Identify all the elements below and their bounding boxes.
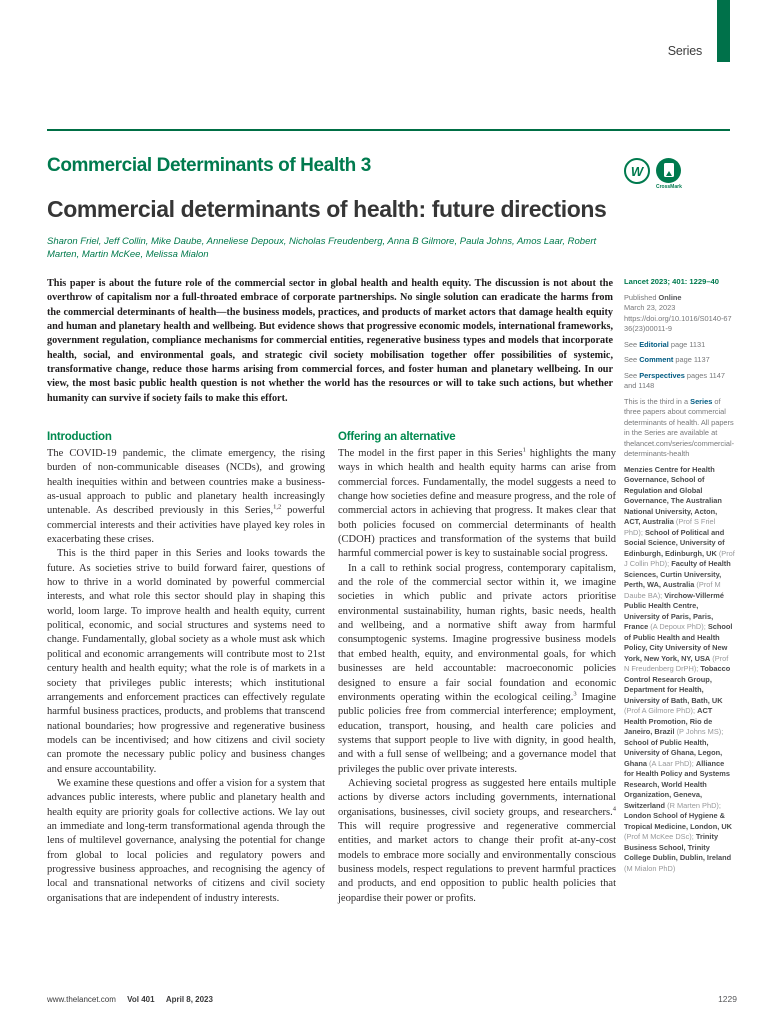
series-note-link[interactable]: Series xyxy=(690,396,713,406)
see-prefix: See xyxy=(624,355,640,364)
footer-date: April 8, 2023 xyxy=(165,995,213,1004)
series-corner-bar xyxy=(717,0,730,62)
abstract-summary: This paper is about the future role of the commercial sector in global health and health equity. The discussion is not about the overthrow of capitalism nor a full-throated embrace of corporate partnerships. No single solution can eradicate the harms from the commercial determinants of health—the business models, practices, and products of market actors that damage health equity and human and planetary health and wellbeing. But evidence shows that progressive economic models, international frameworks, government regulation, compliance mechanisms for commercial entities, regenerative business types and models that incorporate health, social, and environmental goals, and strategic civil society mobilisation together offer possibilities of systemic, transformative change, reduce those harms arising from commercial forces, and foster human and planetary wellbeing. In our view, the most basic public health question is not whether the world has the resources or will to take such actions, but whether humanity can survive if society fails to make this effort. xyxy=(47,278,613,404)
see-suffix: page 1131 xyxy=(668,339,706,349)
affiliation-institution: London School of Hygiene & Tropical Medicine, London, UK xyxy=(624,811,732,831)
series-note-pre: This is the third in a xyxy=(624,396,691,406)
footer-volume: Vol 401 xyxy=(127,995,155,1004)
see-suffix: pages 1147 and 1148 xyxy=(624,370,725,390)
column-right xyxy=(338,431,616,906)
author-list: Sharon Friel, Jeff Collin, Mike Daube, Anneliese Depoux, Nicholas Freudenberg, Anna B Gilmore, Paula Johns, Amos Laar, Robert Marten, Martin McKee, Melissa Mialon xyxy=(47,236,597,260)
affiliation-person: (Prof M McKee DSc); xyxy=(624,832,696,841)
see-link-comment[interactable]: Comment xyxy=(639,355,674,364)
see-prefix: See xyxy=(624,339,640,349)
affiliation-institution: Virchow-Villermé Public Health Centre, University of Paris, Paris, France xyxy=(624,590,724,631)
paragraph: This is the third paper in this Series and looks towards the future. As societies strive to build forward fairer, questions of how to thrive in a world dominated by powerful commercial interests, and what role this sector should play in shaping this world, loom large. To improve health and health equity, current political, economic, and social structures and systems need to change. Fundamentally, global society as a whole must ask which political and economic arrangements will contribute most to 21st century health and health equity; what the role is of markets in a society that privileges public interests; which institutional arrangements and enforcement practices can effectively regulate harmful business practices, products, and problems that transcend national boundaries; how progressive and regenerative business models can be incentivised; and how citizens and civil society can promote the necessary public policy and business changes and ensure accountability. xyxy=(47,548,325,775)
paragraph: In a call to rethink social progress, contemporary capitalism, and the role of the commercial sector within it, we imagine societies in which public and private actors prioritise environmental sustainability, human rights, basic needs, health and wellbeing, and a normative shift away from harmful consumptogenic systems. Imagine progressive business models that embed health, equity, and environmental goals, for which businesses are held accountable: macroeconomic policies designed to ensure a fair social foundation and economic environments operating within the ecological ceiling.$^3$ Imagine public policies free from commercial interference; employment, education, transport, housing, and health care policies and systems that support people to live with dignity, in good health, and with a full sense of wellbeing; and a governance model that privileges the public over private interests. xyxy=(338,562,616,775)
article-title: Commercial determinants of health: future directions xyxy=(47,196,607,222)
affiliation-person: (Prof J Collin PhD); xyxy=(624,548,735,568)
open-access-w-icon[interactable]: W xyxy=(624,158,650,184)
affiliation-institution: ACT Health Promotion, Rio de Janeiro, Brazil xyxy=(624,706,713,736)
doi-link[interactable]: https://doi.org/10.1016/S0140-6736(23)00011-9 xyxy=(624,313,732,333)
section-heading-introduction: Introduction xyxy=(47,431,112,443)
see-link-line xyxy=(624,371,735,392)
affiliation-institution: Tobacco Control Research Group, Department for Health, University of Bath, Bath, UK xyxy=(624,664,731,705)
affiliation-person: (R Marten PhD); xyxy=(665,800,721,810)
article-header xyxy=(47,151,730,267)
series-note xyxy=(624,397,735,460)
see-link-editorial[interactable]: Editorial xyxy=(639,339,669,349)
series-title: Commercial Determinants of Health 3 xyxy=(47,155,371,176)
paragraph: The COVID-19 pandemic, the climate emergency, the rising burden of non-communicable diseases (NCDs), and growing health inequities within and between countries make a business-as-usual approach to public and planetary health increasingly untenable. As described previously in this Series,$^{1,2}$ powerful commercial interests and their activities have played key roles in exacerbating these crises. xyxy=(47,448,325,546)
affiliation-person: (A Laar PhD); xyxy=(647,758,696,768)
series-banner-label: Series xyxy=(667,44,702,58)
affiliation-institution: School of Public Health, University of Ghana, Legon, Ghana xyxy=(624,737,723,768)
header-rule xyxy=(47,129,730,131)
footer-site-url: www.thelancet.com xyxy=(47,995,116,1004)
affiliation-institution: School of Political and Social Science, University of Edinburgh, Edinburgh, UK xyxy=(624,527,725,558)
see-suffix: page 1137 xyxy=(673,355,710,364)
affiliation-institution: Alliance for Health Policy and Systems Research, World Health Organization, Geneva, Switzerland xyxy=(624,758,730,810)
publication-info xyxy=(624,293,735,335)
affiliation-person: (Prof N Freudenberg DrPH); xyxy=(624,653,729,673)
paragraph: The model in the first paper in this Series$^1$ highlights the many ways in which health and health equity harms can arise from commercial forces. Fundamentally, the model suggests a need to change how societies define and measure progress, and the role of commercial actors in achieving that progress. It makes clear that both policies focused on commercial determinants of health (CDOH) practices and transformation of the systems that build harmful commercial power is key to sustainable social progress. xyxy=(338,446,616,560)
section-heading-offering-an-alternative: Offering an alternative xyxy=(338,431,456,443)
see-link-line xyxy=(624,355,735,366)
offering-alternative-paragraphs xyxy=(338,447,616,906)
affiliation-person: (Prof S Friel PhD); xyxy=(624,517,716,537)
affiliation-institution: Faculty of Health Sciences, Curtin University, Perth, WA, Australia xyxy=(624,559,731,589)
affiliation-person: (P Johns MS); xyxy=(674,727,724,736)
series-note-post: of three papers about commercial determinants of health. All papers in the Series are available at thelancet.com/series/commercial-determinants-health xyxy=(624,396,735,458)
see-link-line xyxy=(624,340,735,351)
paragraph: Achieving societal progress as suggested here entails multiple actions by diverse actors including governments, international organisations, businesses, civil society groups, and researchers.$^4$ This will require progressive and regenerative commercial entities, and market actors to change their profit at-any-cost models to embrace more socially and environmentally conscious business models, respect regulations to prevent harmful practices and products, and end opposition to public health policies that jeopardise their power or profits. xyxy=(338,777,616,904)
column-left xyxy=(47,431,325,906)
published-label: Published xyxy=(624,292,657,302)
affiliations xyxy=(624,465,735,875)
see-links xyxy=(624,340,735,392)
affiliation-institution: Menzies Centre for Health Governance, School of Regulation and Global Governance, The Australian National University, Acton, ACT, Australia xyxy=(624,464,722,526)
affiliation-institution: Trinity Business School, Trinity College Dublin, Dublin, Ireland xyxy=(624,832,732,862)
citation: Lancet 2023; 401: 1229–40 xyxy=(624,277,719,286)
crossmark-badge[interactable] xyxy=(656,158,682,190)
published-online-label: Online xyxy=(658,292,682,302)
see-prefix: See xyxy=(624,370,640,380)
margin-sidebar xyxy=(624,277,735,879)
affiliation-person: (M Mialon PhD) xyxy=(624,863,676,873)
published-date: March 23, 2023 xyxy=(624,303,676,312)
paragraph: We examine these questions and offer a vision for a system that advances public interests, where public and planetary health and health equity are priority goals for collective actions. We lay out an immediate and long-term transformational agenda through the lens of multilevel governance, analysing the potential for change from global to local policies and regulatory powers and progressive business approaches, and recognising the agency of local and transnational networks of citizens and civil society organisations that are independent of industry interests. xyxy=(47,777,325,904)
header-logos xyxy=(624,158,682,190)
affiliation-person: (Prof M Daube BA); xyxy=(624,580,721,600)
affiliation-institution: School of Public Health and Health Policy, City University of New York, New York, NY, USA xyxy=(624,622,733,663)
see-link-perspectives[interactable]: Perspectives xyxy=(639,370,685,380)
affiliation-person: (A Depoux PhD); xyxy=(648,622,708,631)
article-body xyxy=(47,431,617,906)
affiliation-person: (Prof A Gilmore PhD); xyxy=(624,706,698,715)
introduction-paragraphs xyxy=(47,447,325,906)
crossmark-label: CrossMark xyxy=(656,184,682,190)
footer-left xyxy=(47,995,213,1004)
crossmark-icon xyxy=(656,158,681,183)
page-number: 1229 xyxy=(718,994,737,1004)
page-footer xyxy=(47,994,737,1004)
